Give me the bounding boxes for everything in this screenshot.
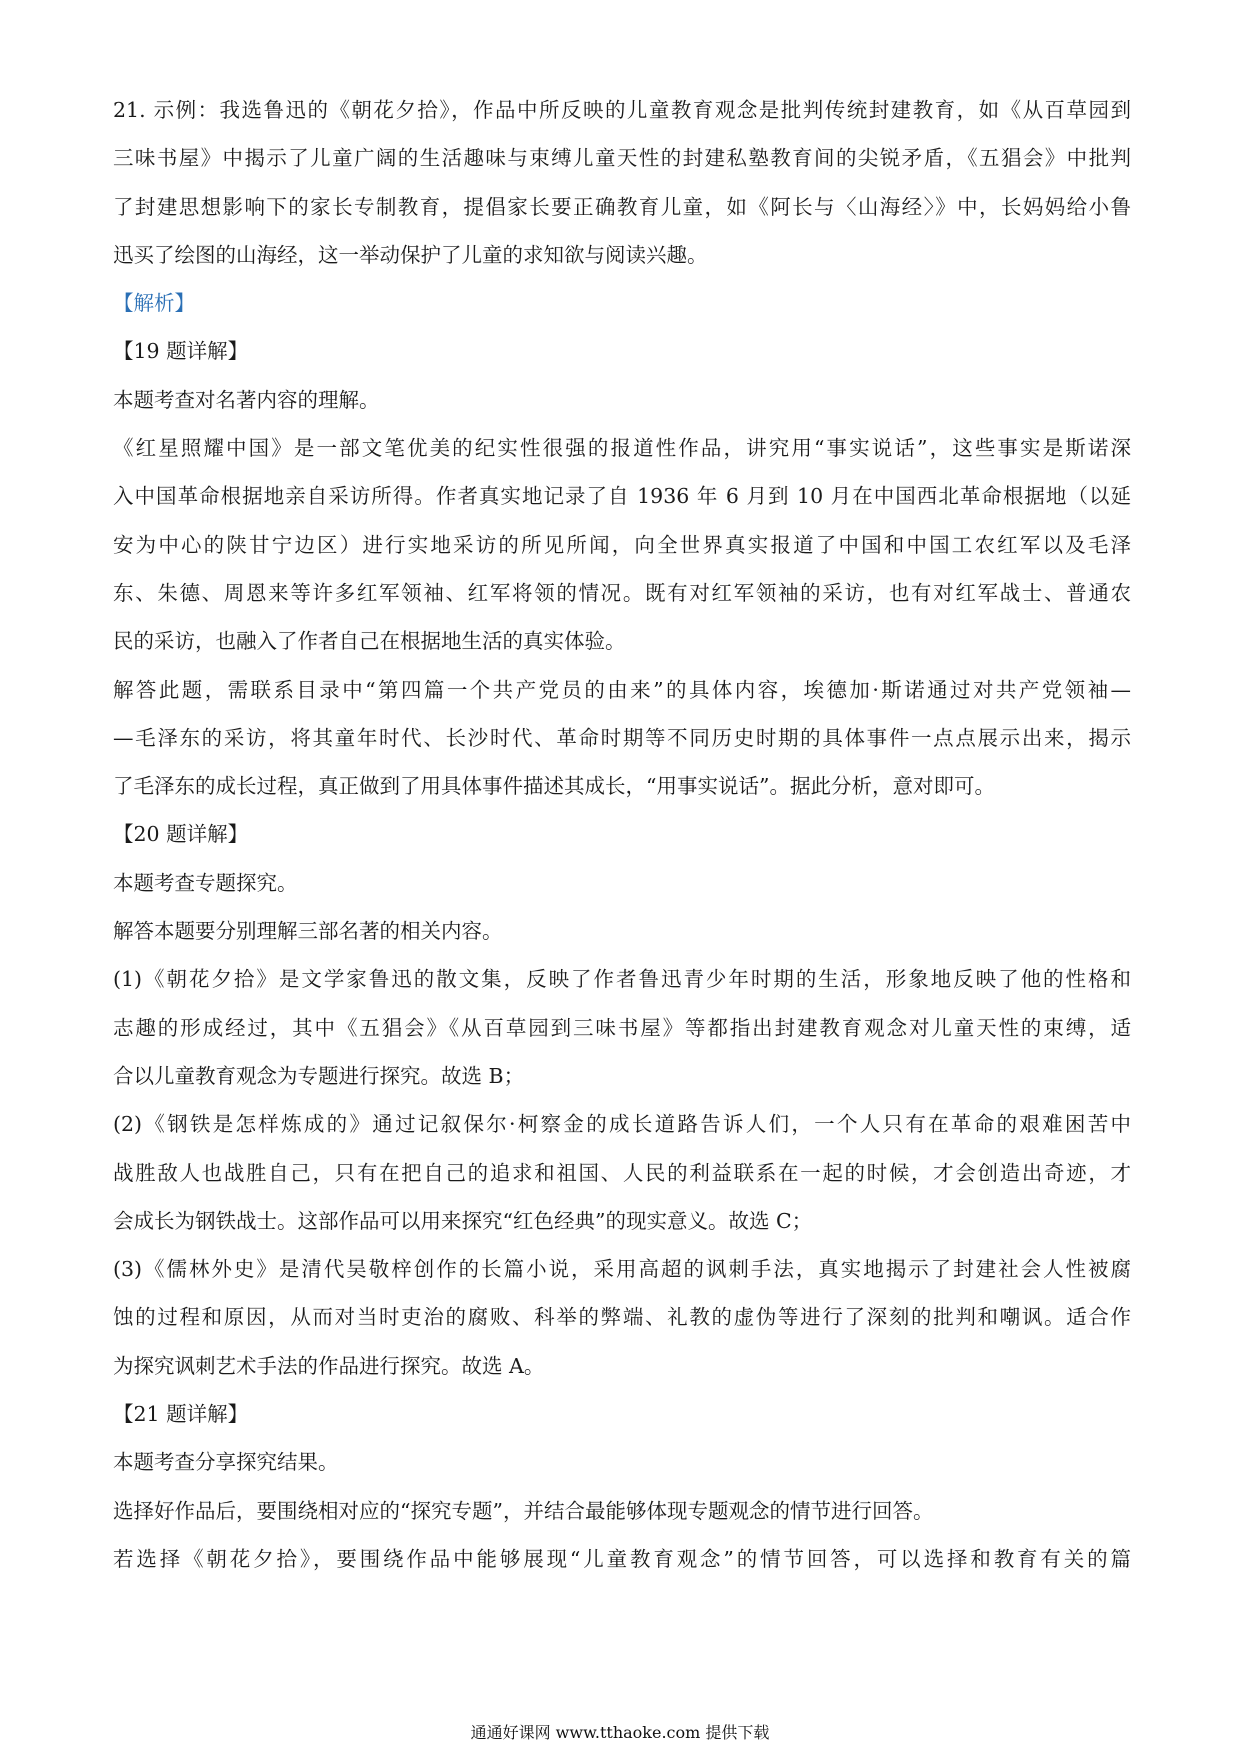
q20-item3-line: 为探究讽刺艺术手法的作品进行探究。故选 A。 (113, 1353, 545, 1378)
q21-section (113, 1400, 1131, 1573)
q19-para1-line: 《红星照耀中国》是一部文笔优美的纪实性很强的报道性作品，讲究用“事实说话”，这些事实是斯诺深 (113, 436, 1131, 461)
q21-heading: 【21 题详解】 (113, 1402, 249, 1427)
q20-item3-line: 蚀的过程和原因，从而对当时吏治的腐败、科举的弊端、礼教的虚伪等进行了深刻的批判和嘲讽。适合作 (113, 1305, 1131, 1330)
q21-line: 选择好作品后，要围绕相对应的“探究专题”，并结合最能够体现专题观念的情节进行回答。 (113, 1498, 934, 1523)
q20-item1-line: 志趣的形成经过，其中《五猖会》《从百草园到三味书屋》等都指出封建教育观念对儿童天性的束缚，适 (113, 1015, 1131, 1040)
answer-21-line: 21. 示例：我选鲁迅的《朝花夕拾》，作品中所反映的儿童教育观念是批判传统封建教育，如《从百草园到 (113, 98, 1131, 122)
q20-item3-line: (3)《儒林外史》是清代吴敬梓创作的长篇小说，采用高超的讽刺手法，真实地揭示了封建社会人性被腐 (113, 1257, 1131, 1282)
q20-item2-line: (2)《钢铁是怎样炼成的》通过记叙保尔·柯察金的成长道路告诉人们，一个人只有在革命的艰难困苦中 (113, 1112, 1131, 1137)
q19-para1-line: 安为中心的陕甘宁边区）进行实地采访的所见所闻，向全世界真实报道了中国和中国工农红军以及毛泽 (113, 532, 1131, 557)
q19-section (113, 337, 1131, 800)
page-content (113, 96, 1131, 1593)
q20-section (113, 820, 1131, 1379)
q20-method: 解答本题要分别理解三部名著的相关内容。 (113, 919, 503, 944)
q19-para2-line: 解答此题，需联系目录中“第四篇一个共产党员的由来”的具体内容，埃德加·斯诺通过对共产党领袖— (113, 677, 1131, 702)
q20-item2-line: 战胜敌人也战胜自己，只有在把自己的追求和祖国、人民的利益联系在一起的时候，才会创造出奇迹，才 (113, 1160, 1131, 1185)
q21-line: 若选择《朝花夕拾》，要围绕作品中能够展现“儿童教育观念”的情节回答，可以选择和教育有关的篇 (113, 1546, 1131, 1571)
q20-heading: 【20 题详解】 (113, 822, 249, 847)
answer-21-line: 三味书屋》中揭示了儿童广阔的生活趣味与束缚儿童天性的封建私塾教育间的尖锐矛盾，《五猖会》中批判 (113, 146, 1131, 171)
analysis-label: 【解析】 (113, 291, 195, 316)
q19-para2-line: 了毛泽东的成长过程，真正做到了用具体事件描述其成长，“用事实说话”。据此分析，意对即可。 (113, 774, 995, 799)
q20-item1-line: 合以儿童教育观念为专题进行探究。故选 B； (113, 1063, 525, 1088)
page-footer: 通通好课网 www.tthaoke.com 提供下载 (470, 1723, 770, 1742)
answer-21-line: 迅买了绘图的山海经，这一举动保护了儿童的求知欲与阅读兴趣。 (113, 242, 708, 267)
q19-para1-line: 东、朱德、周恩来等许多红军领袖、红军将领的情况。既有对红军领袖的采访，也有对红军战士、普通农 (113, 580, 1131, 605)
answer-21-line: 了封建思想影响下的家长专制教育，提倡家长要正确教育儿童，如《阿长与〈山海经〉》中，长妈妈给小鲁 (113, 194, 1131, 219)
q19-para2-line: —毛泽东的采访，将其童年时代、长沙时代、革命时期等不同历史时期的具体事件一点点展示出来，揭示 (113, 725, 1131, 750)
q20-item2-line: 会成长为钢铁战士。这部作品可以用来探究“红色经典”的现实意义。故选 C； (113, 1208, 813, 1233)
q20-item1-line: (1)《朝花夕拾》是文学家鲁迅的散文集，反映了作者鲁迅青少年时期的生活，形象地反映了他的性格和 (113, 967, 1131, 992)
q19-para1-line: 民的采访，也融入了作者自己在根据地生活的真实体验。 (113, 629, 626, 654)
q19-intro: 本题考查对名著内容的理解。 (113, 387, 380, 412)
answer-21 (113, 96, 1131, 269)
q21-intro: 本题考查分享探究结果。 (113, 1450, 339, 1475)
q19-para1-line: 入中国革命根据地亲自采访所得。作者真实地记录了自 1936 年 6 月到 10 月在中国西北革命根据地（以延 (113, 484, 1131, 509)
q19-heading: 【19 题详解】 (113, 339, 249, 364)
q20-intro: 本题考查专题探究。 (113, 870, 298, 895)
